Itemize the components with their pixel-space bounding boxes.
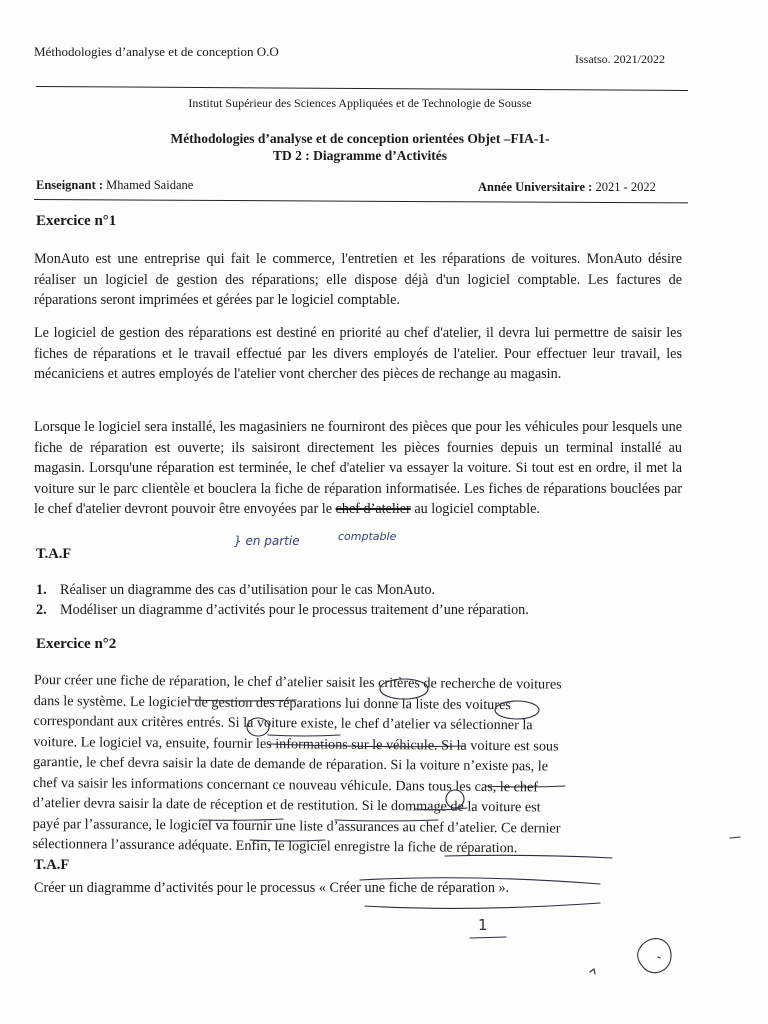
exercise-2-taf-title: T.A.F bbox=[34, 857, 70, 873]
bracket-mark bbox=[360, 878, 600, 884]
page-number: 1 bbox=[478, 916, 488, 934]
exercise-2-title: Exercice n°2 bbox=[36, 636, 117, 652]
handwritten-note-en-partie: } en partie bbox=[234, 534, 300, 548]
struck-text: chef d’atelier bbox=[335, 501, 411, 517]
tick-mark bbox=[730, 837, 740, 838]
underline-mark bbox=[250, 840, 325, 841]
exercise-2-task: Créer un diagramme d’activités pour le processus « Créer une fiche de réparation ». bbox=[34, 880, 510, 896]
circle-mark bbox=[247, 718, 269, 736]
paragraph-line: voiture. Le logiciel va, ensuite, fournir les informations sur le véhicule. Si la voiture est sous bbox=[33, 733, 559, 755]
handwritten-note-comptable: comptable bbox=[338, 530, 397, 543]
paragraph-line: correspondant aux critères entrés. Si la voiture existe, le chef d’atelier va sélectionner la bbox=[33, 712, 533, 734]
institute-name: Institut Supérieur des Sciences Appliquées et de Technologie de Sousse bbox=[188, 96, 532, 110]
paragraph-line: payé par l’assurance, le logiciel va fournir une liste d’assurances au chef d’atelier. Ce dernier bbox=[32, 815, 561, 837]
bracket-mark bbox=[365, 903, 600, 908]
dot-mark bbox=[658, 957, 660, 958]
underline-mark bbox=[268, 735, 340, 736]
header-school-year: Issatso. 2021/2022 bbox=[575, 52, 665, 66]
underline-mark bbox=[190, 700, 296, 701]
paragraph-line: d’atelier devra saisir la date de réception et de restitution. Si le dommage de la voiture est bbox=[32, 794, 541, 816]
underline-mark bbox=[445, 855, 612, 858]
task-number: 1. bbox=[36, 582, 47, 598]
header-course-title: Méthodologies d’analyse et de conception O.O bbox=[34, 44, 279, 59]
paragraph-3-text: Lorsque le logiciel sera installé, les magasiniers ne fourniront des pièces que pour les véhicules pour lesquels une fiche de réparation est ouverte; ils saisiront directement les pièces fournies depuis un terminal installé au magasin. Lorsqu'une réparation est terminée, le chef d'atelier va essayer la voiture. Si tout est en ordre, il met la voiture sur le parc clientèle et bouclera la fiche de réparation informatisée. Les fiches de réparations bouclées par le chef d'atelier devront pouvoir être envoyées par le bbox=[34, 419, 682, 517]
paragraph-line: garantie, le chef devra saisir la date de demande de réparation. Si la voiture n’existe pas, le bbox=[33, 753, 549, 775]
underline-mark bbox=[415, 808, 467, 810]
exercise-1-paragraph-1: MonAuto est une entreprise qui fait le commerce, l'entretien et les réparations de voitures. MonAuto désire réaliser un logiciel de gestion des réparations; elle dispose déjà d'un logiciel comptable. Les factures de réparations seront imprimées et gérées par le logiciel comptable. bbox=[34, 251, 682, 308]
tick-mark bbox=[590, 969, 595, 974]
task-text: Modéliser un diagramme d’activités pour le processus traitement d’une réparation. bbox=[60, 602, 529, 618]
teacher-label: Enseignant : bbox=[36, 178, 104, 192]
exercise-1-taf-title: T.A.F bbox=[36, 546, 72, 562]
document-subtitle: TD 2 : Diagramme d’Activités bbox=[273, 148, 447, 163]
underline-mark bbox=[200, 819, 283, 820]
task-text: Réaliser un diagramme des cas d’utilisation pour le cas MonAuto. bbox=[60, 582, 436, 598]
task-number: 2. bbox=[36, 602, 47, 618]
paragraph-line: sélectionnera l’assurance adéquate. Enfin, le logiciel enregistre la fiche de réparation. bbox=[32, 835, 518, 857]
circle-mark bbox=[446, 790, 464, 808]
circle-mark bbox=[638, 939, 671, 973]
exercise-1-paragraph-2: Le logiciel de gestion des réparations est destiné en priorité au chef d'atelier, il devra lui permettre de saisir les fiches de réparations et le travail effectué par les divers employés de l'atelier. Pour effectuer leur travail, les mécaniciens et autres employés de l'atelier vont chercher des pièces de rechange au magasin. bbox=[34, 325, 682, 382]
circle-mark bbox=[495, 701, 539, 719]
document-title: Méthodologies d’analyse et de conception orientées Objet –FIA-1- bbox=[170, 131, 550, 146]
circle-mark bbox=[380, 679, 428, 699]
underline-mark bbox=[335, 820, 438, 821]
underline-mark bbox=[470, 937, 506, 938]
paragraph-line: dans le système. Le logiciel de gestion des réparations lui donne la liste des voitures bbox=[33, 692, 511, 713]
paragraph-3-end: au logiciel comptable. bbox=[410, 501, 540, 517]
year-value: 2021 - 2022 bbox=[595, 180, 656, 194]
paragraph-line: Pour créer une fiche de réparation, le chef d’atelier saisit les critères de recherche de voitures bbox=[33, 671, 562, 693]
teacher-name: Mhamed Saidane bbox=[106, 178, 194, 192]
exercise-1-title: Exercice n°1 bbox=[36, 213, 117, 229]
underline-mark bbox=[485, 786, 565, 787]
underline-mark bbox=[270, 744, 465, 747]
year-label: Année Universitaire : bbox=[478, 180, 593, 194]
paragraph-line: chef va saisir les informations concernant ce nouveau véhicule. Dans tous les cas, le chef bbox=[32, 774, 539, 795]
